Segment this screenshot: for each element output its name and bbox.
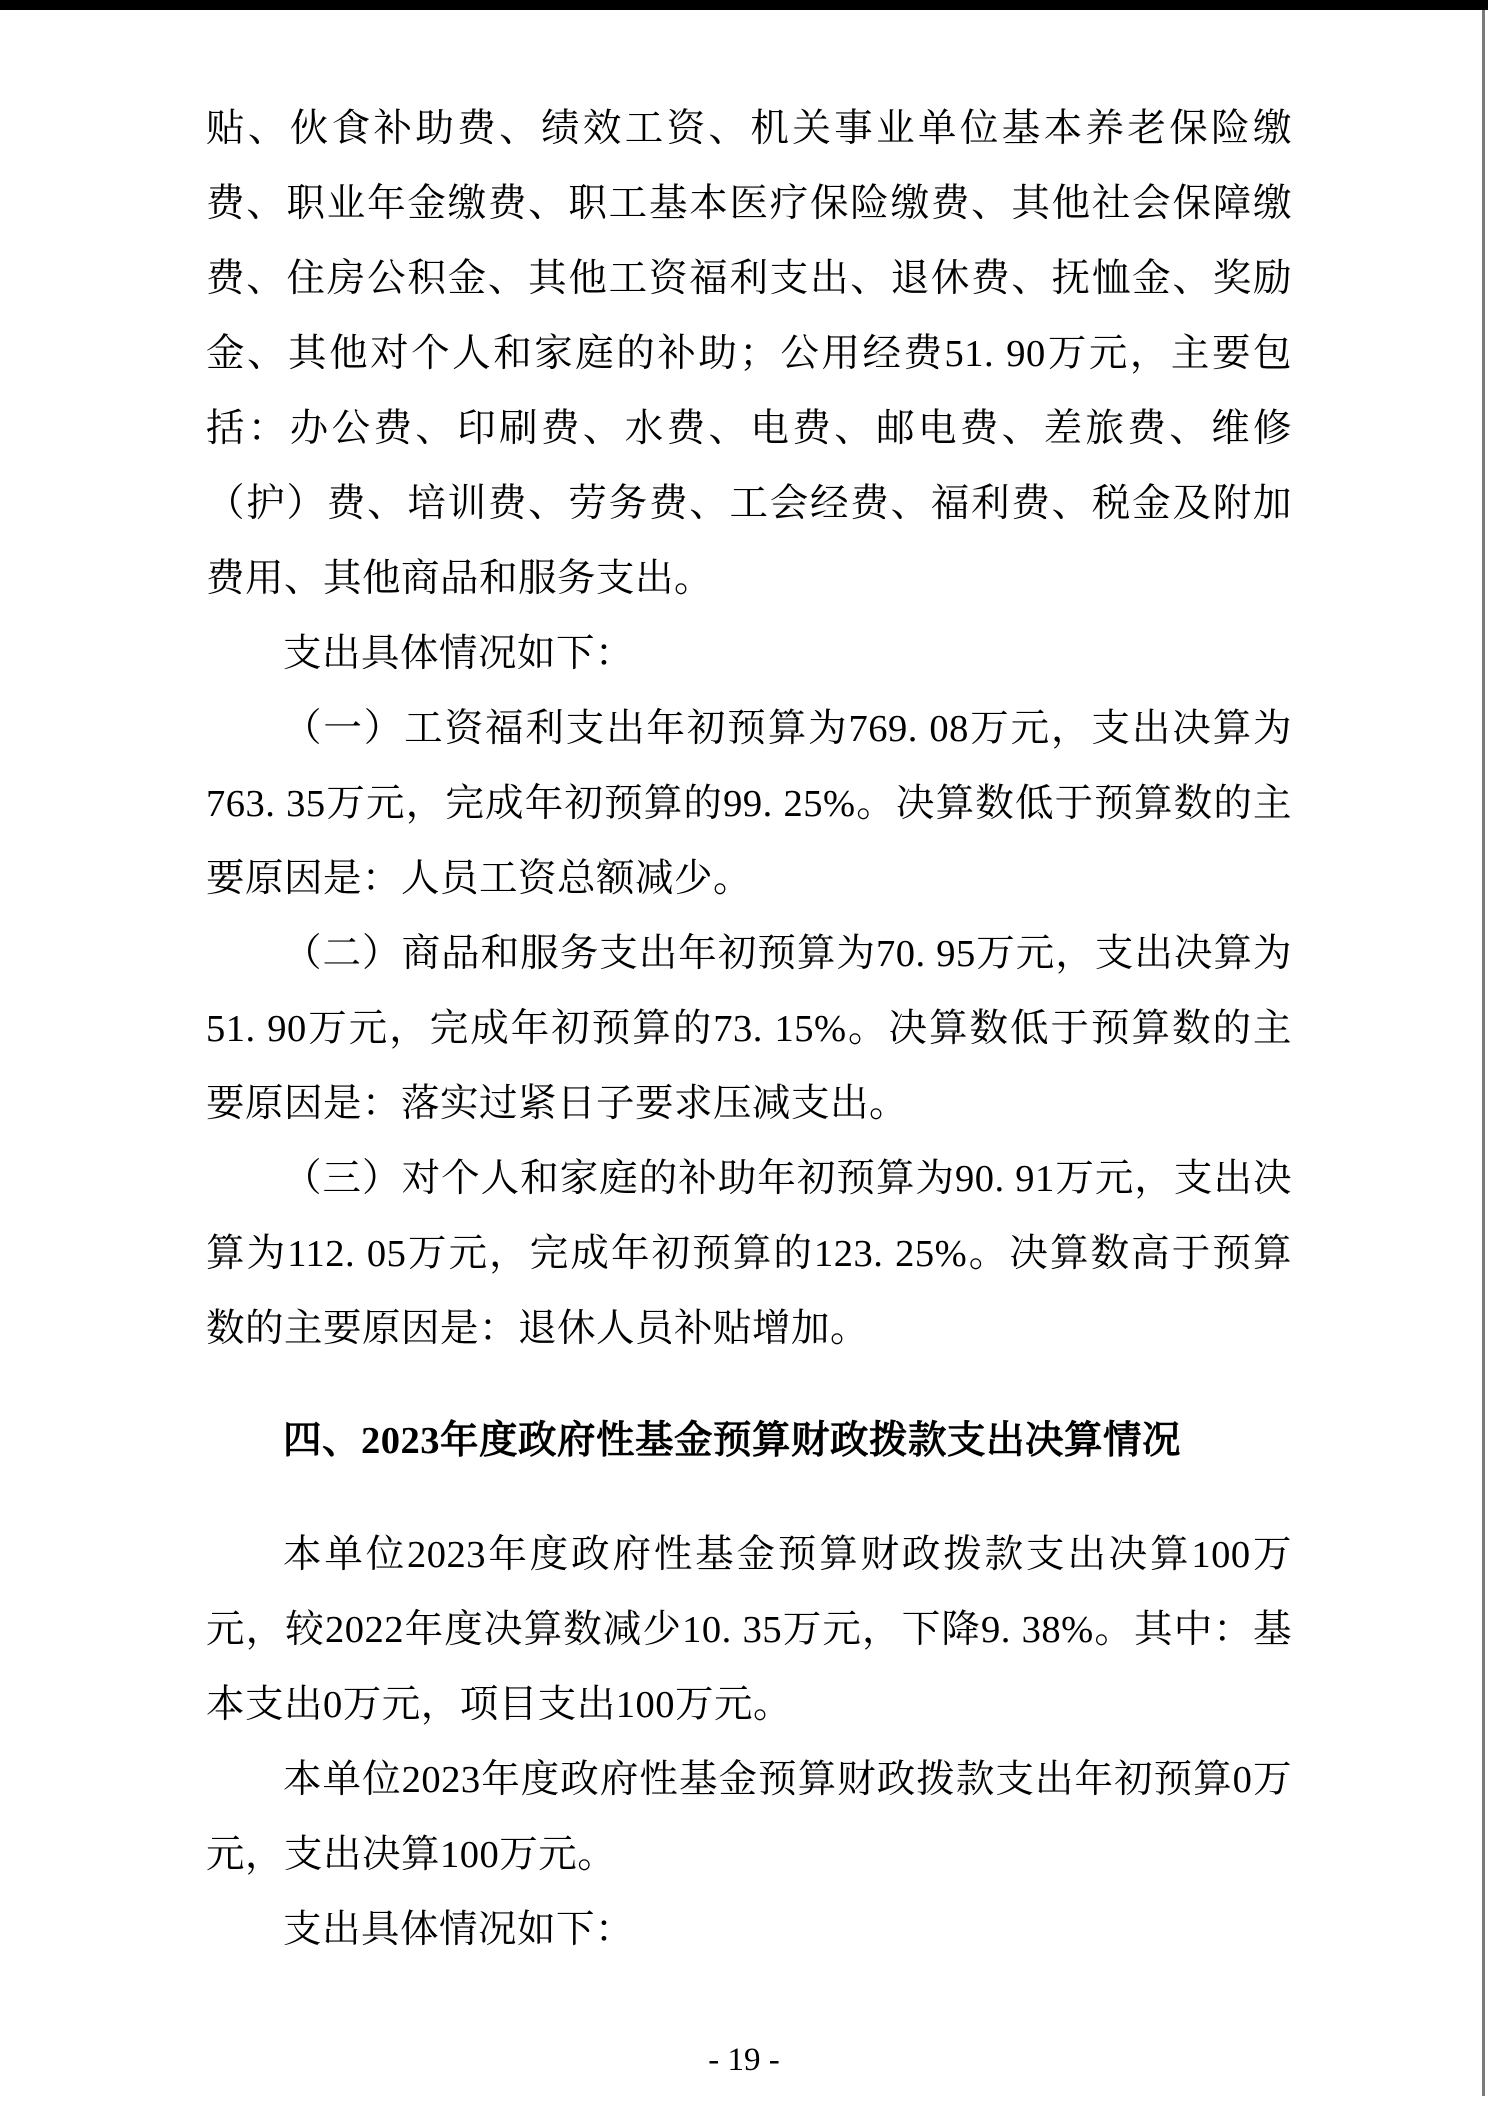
section-heading: 四、2023年度政府性基金预算财政拨款支出决算情况 [283, 1420, 1182, 1462]
paragraph: 支出具体情况如下： [283, 1909, 635, 1951]
paragraph: （二）商品和服务支出年初预算为70. 95万元，支出决算为51. 90万元，完成年初预算的73. 15%。决算数低于预算数的主要原因是：落实过紧日子要求压减支出。 [206, 933, 1292, 1125]
page-top-border [0, 0, 1488, 10]
paragraph: （三）对个人和家庭的补助年初预算为90. 91万元，支出决算为112. 05万元，完成年初预算的123. 25%。决算数高于预算数的主要原因是：退休人员补贴增加。 [206, 1158, 1292, 1350]
page-footer [0, 2040, 1488, 2080]
paragraph: 本单位2023年度政府性基金预算财政拨款支出年初预算0万元，支出决算100万元。 [206, 1759, 1292, 1876]
paragraph: 支出具体情况如下： [283, 633, 635, 675]
page-right-edge-line [1482, 10, 1485, 2096]
paragraph: 本单位2023年度政府性基金预算财政拨款支出决算100万元，较2022年度决算数减少10. 35万元，下降9. 38%。其中：基本支出0万元，项目支出100万元。 [206, 1534, 1292, 1726]
page-number: - 19 - [708, 2042, 780, 2078]
document-content [206, 92, 1292, 1968]
paragraph: （一）工资福利支出年初预算为769. 08万元，支出决算为763. 35万元，完成年初预算的99. 25%。决算数低于预算数的主要原因是：人员工资总额减少。 [206, 708, 1292, 900]
paragraph: 贴、伙食补助费、绩效工资、机关事业单位基本养老保险缴费、职业年金缴费、职工基本医疗保险缴费、其他社会保障缴费、住房公积金、其他工资福利支出、退休费、抚恤金、奖励金、其他对个人和家庭的补助；公用经费51. 90万元，主要包括：办公费、印刷费、水费、电费、邮电费、差旅费、维修（护）费、培训费、劳务费、工会经费、福利费、税金及附加费用、其他商品和服务支出。 [206, 108, 1292, 600]
